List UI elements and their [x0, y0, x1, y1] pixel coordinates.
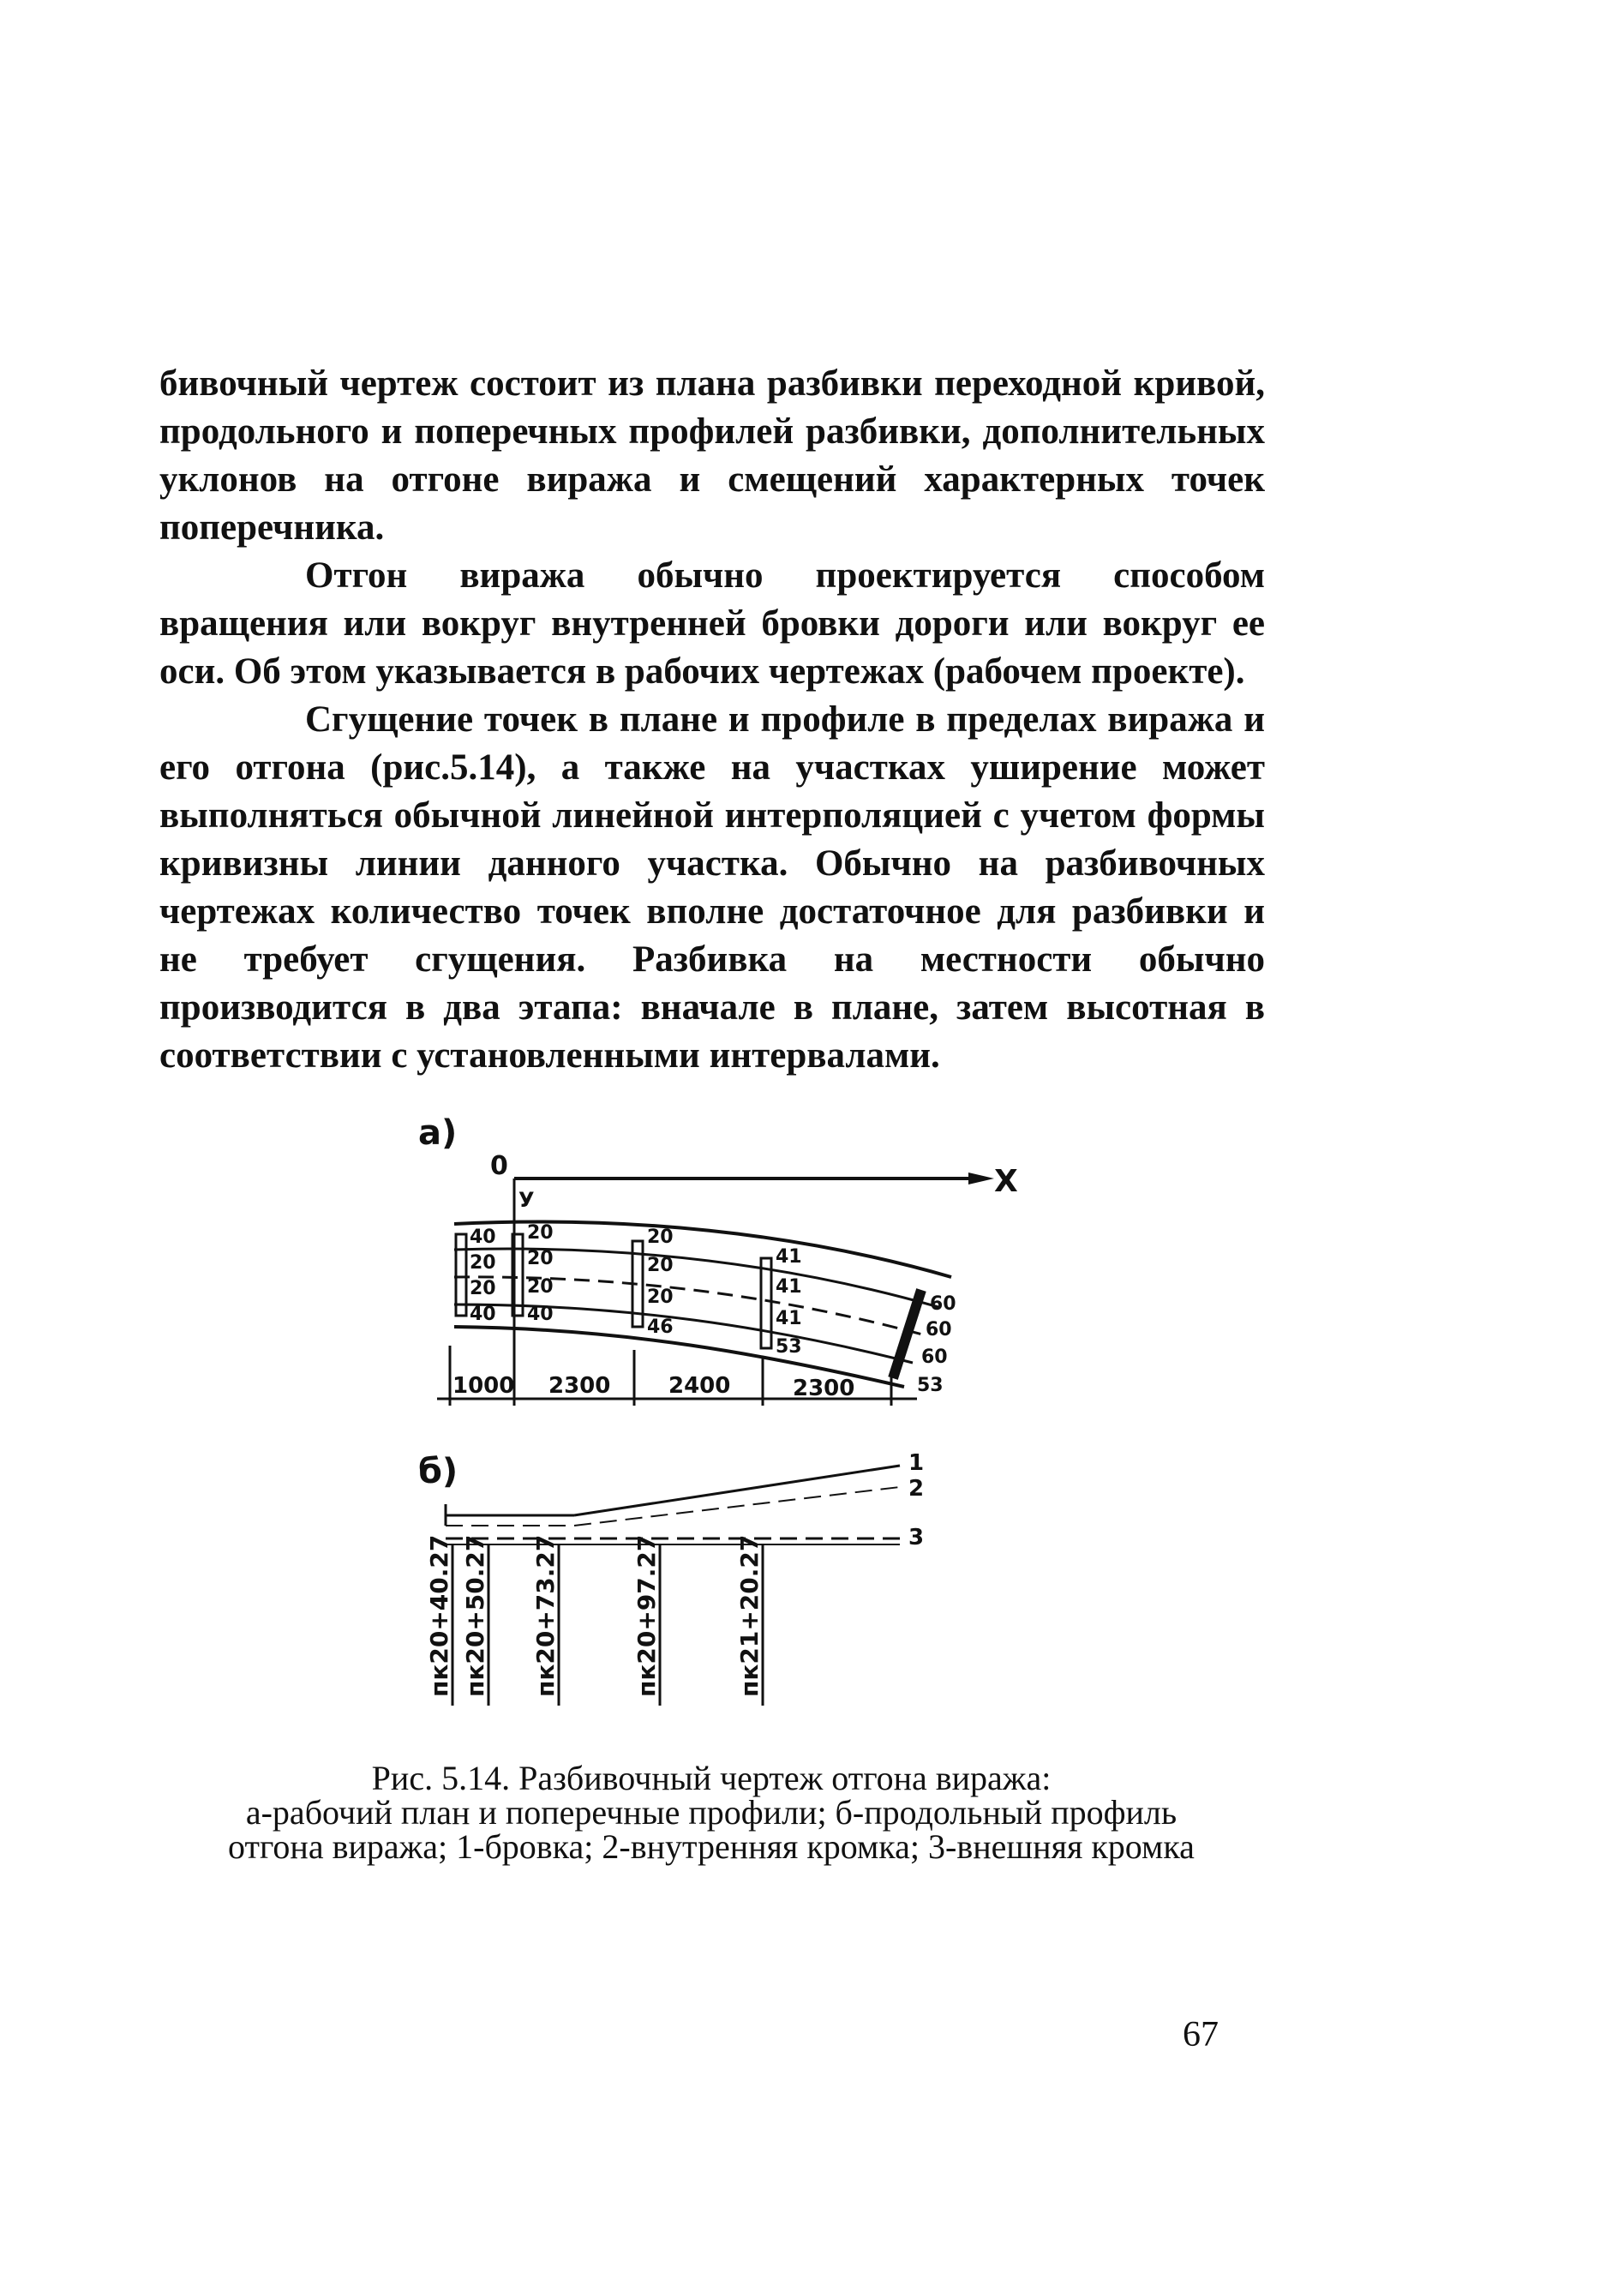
paragraph-1: бивочный чертеж состоит из плана разбивки переходной кривой, продольного и поперечных профилей разбивки, дополнительных уклонов на отгоне виража и смещений характерных точек поперечника. — [159, 363, 1265, 548]
figure-caption — [154, 1761, 1268, 1864]
value-s3-3: 20 — [647, 1286, 674, 1308]
caption-line-3: отгона виража; 1-бровка; 2-внутренняя кромка; 3-внешняя кромка — [228, 1827, 1195, 1866]
label-a: а) — [418, 1113, 458, 1153]
section-hatch-4 — [761, 1258, 771, 1348]
picket-1: пк20+40.27 — [425, 1534, 453, 1697]
picket-2: пк20+50.27 — [461, 1534, 489, 1697]
body-text — [159, 360, 1265, 1080]
page-number: 67 — [1183, 2015, 1219, 2054]
dimension-2: 2300 — [548, 1373, 611, 1399]
value-s5-1: 60 — [930, 1293, 956, 1315]
value-s2-3: 20 — [527, 1276, 554, 1298]
paragraph-2: Отгон виража обычно проектируется способом вращения или вокруг внутренней бровки дороги или вокруг ее оси. Об этом указывается в рабочих чертежах (рабочем проекте). — [159, 555, 1265, 692]
paragraph-3: Сгущение точек в плане и профиле в пределах виража и его отгона (рис.5.14), а также на участках уширение может выполняться обычной линейной интерполяцией с учетом формы кривизны линии данного участка. Обычно на разбивочных чертежах количество точек вполне достаточное для разбивки и не требует сгущения. Разбивка на местности обычно производится в два этапа: вначале в плане, затем высотная в соответствии с установленными интервалами. — [159, 699, 1265, 1076]
axis-origin-label: 0 — [490, 1151, 508, 1181]
dimension-3: 2400 — [668, 1373, 731, 1399]
value-s1-3: 20 — [470, 1278, 496, 1299]
value-s5-4: 53 — [917, 1375, 944, 1396]
picket-4: пк20+97.27 — [632, 1534, 661, 1697]
label-b: б) — [418, 1452, 458, 1491]
axis-x-label: X — [994, 1164, 1018, 1199]
value-s5-3: 60 — [921, 1346, 948, 1368]
profile-label-2: 2 — [908, 1476, 925, 1502]
value-s4-4: 53 — [776, 1336, 802, 1358]
value-s1-4: 40 — [470, 1304, 496, 1325]
profile-line-2 — [574, 1487, 900, 1526]
value-s2-1: 20 — [527, 1222, 554, 1244]
value-s3-2: 20 — [647, 1255, 674, 1276]
picket-5: пк21+20.27 — [735, 1534, 764, 1697]
figure-5-14 — [403, 1106, 1054, 1723]
value-s4-1: 41 — [776, 1246, 802, 1268]
value-s1-1: 40 — [470, 1226, 496, 1248]
profile-line-1 — [574, 1466, 900, 1515]
value-s5-2: 60 — [926, 1319, 952, 1340]
value-s4-2: 41 — [776, 1276, 802, 1298]
x-axis-arrow — [968, 1172, 994, 1184]
caption-line-2: а-рабочий план и поперечные профили; б-продольный профиль — [245, 1793, 1178, 1832]
value-s1-2: 20 — [470, 1252, 496, 1274]
value-s4-3: 41 — [776, 1308, 802, 1329]
axis-y-label: У — [518, 1188, 535, 1212]
superelevation-drawing — [403, 1106, 1054, 1723]
dimension-4: 2300 — [793, 1376, 855, 1401]
value-s2-4: 40 — [527, 1304, 554, 1325]
profile-label-3: 3 — [908, 1525, 925, 1550]
caption-line-1: Рис. 5.14. Разбивочный чертеж отгона виража: — [371, 1759, 1052, 1797]
picket-3: пк20+73.27 — [531, 1534, 560, 1697]
value-s3-1: 20 — [647, 1226, 674, 1248]
dimension-1: 1000 — [452, 1373, 515, 1399]
profile-label-1: 1 — [908, 1450, 925, 1476]
value-s2-2: 20 — [527, 1248, 554, 1269]
value-s3-4: 46 — [647, 1316, 674, 1338]
